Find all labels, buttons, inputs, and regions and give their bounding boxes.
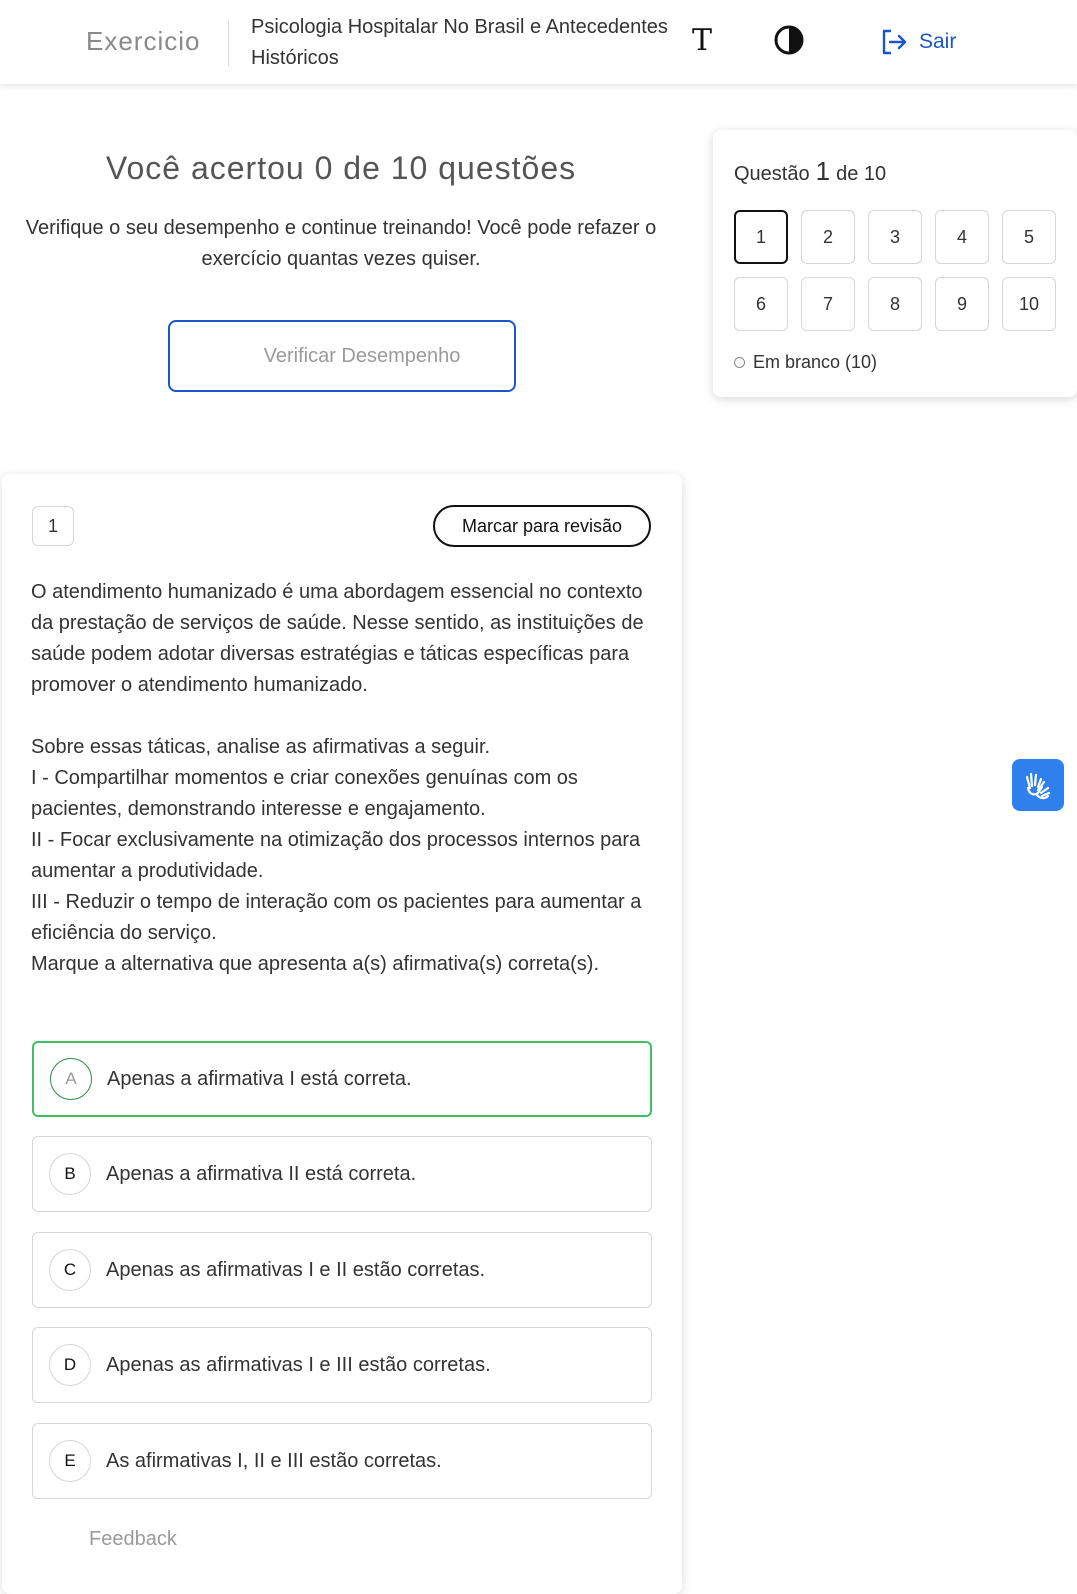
option-a[interactable] [32, 1041, 652, 1117]
result-text: Verifique o seu desempenho e continue treinando! Você pode refazer o exercício quantas vezes quiser. [25, 217, 657, 270]
navigator-prefix: Questão [734, 163, 810, 185]
question-navigator [713, 130, 1077, 397]
option-letter: B [49, 1153, 91, 1195]
question-button-5[interactable]: 5 [1002, 210, 1056, 264]
question-button-6[interactable]: 6 [734, 277, 788, 331]
navigator-suffix: de 10 [836, 163, 887, 185]
brand-label: Exercicio [86, 26, 201, 56]
blank-legend-label: Em branco (10) [753, 352, 878, 372]
option-letter: E [49, 1440, 91, 1482]
option-d[interactable] [32, 1327, 652, 1403]
question-button-3[interactable]: 3 [868, 210, 922, 264]
option-text: Apenas as afirmativas I e II estão corretas. [106, 1258, 486, 1281]
question-button-9[interactable]: 9 [935, 277, 989, 331]
logout-button[interactable] [879, 26, 956, 58]
option-b[interactable] [32, 1136, 652, 1212]
logout-icon [879, 27, 909, 57]
option-text: As afirmativas I, II e III estão corretas. [106, 1449, 442, 1472]
option-text: Apenas a afirmativa II está correta. [106, 1162, 417, 1185]
question-statement: O atendimento humanizado é uma abordagem essencial no contexto da prestação de serviços de saúde. Nesse sentido, as instituições de saúde podem adotar diversas estratégias e táticas específicas para promover o atendimento humanizado. Sobre essas táticas, analise as afirmativas a seguir. I - Compartilhar momentos e criar conexões genuínas com os pacientes, demonstrando interesse e engajamento. II - Focar exclusivamente na otimização dos processos internos para aumentar a produtividade. III - Reduzir o tempo de interação com os pacientes para aumentar a eficiência do serviço. Marque a alternativa que apresenta a(s) afirmativa(s) correta(s). [31, 581, 644, 975]
sign-language-icon [1021, 768, 1055, 802]
question-button-1[interactable]: 1 [734, 210, 788, 264]
option-letter: A [50, 1058, 92, 1100]
top-bar [0, 0, 1077, 84]
header-divider [228, 20, 229, 66]
option-e[interactable] [32, 1423, 652, 1499]
result-summary [0, 150, 682, 367]
font-size-button[interactable]: T [691, 22, 712, 58]
question-grid [734, 210, 1056, 331]
navigator-heading [734, 156, 886, 187]
result-title: Você acertou 0 de 10 questões [105, 150, 577, 186]
logout-label: Sair [919, 30, 957, 53]
blank-legend [734, 352, 877, 373]
option-letter: D [49, 1344, 91, 1386]
contrast-toggle[interactable] [773, 24, 805, 56]
question-button-4[interactable]: 4 [935, 210, 989, 264]
option-text: Apenas a afirmativa I está correta. [107, 1067, 412, 1090]
option-text: Apenas as afirmativas I e III estão corretas. [106, 1353, 491, 1376]
question-button-10[interactable]: 10 [1002, 277, 1056, 331]
course-title: Psicologia Hospitalar No Brasil e Antecedentes Históricos [251, 16, 668, 69]
verify-performance-button[interactable]: Verificar Desempenho [168, 320, 516, 392]
contrast-icon [773, 24, 805, 56]
question-number-badge: 1 [32, 506, 74, 546]
question-button-7[interactable]: 7 [801, 277, 855, 331]
feedback-link[interactable]: Feedback [89, 1528, 177, 1550]
option-c[interactable] [32, 1232, 652, 1308]
question-button-8[interactable]: 8 [868, 277, 922, 331]
libras-accessibility-button[interactable] [1012, 759, 1064, 811]
option-letter: C [49, 1249, 91, 1291]
navigator-current: 1 [815, 156, 831, 186]
question-button-2[interactable]: 2 [801, 210, 855, 264]
blank-dot-icon [734, 357, 745, 368]
question-card [2, 474, 682, 1594]
mark-review-button[interactable]: Marcar para revisão [433, 505, 651, 547]
